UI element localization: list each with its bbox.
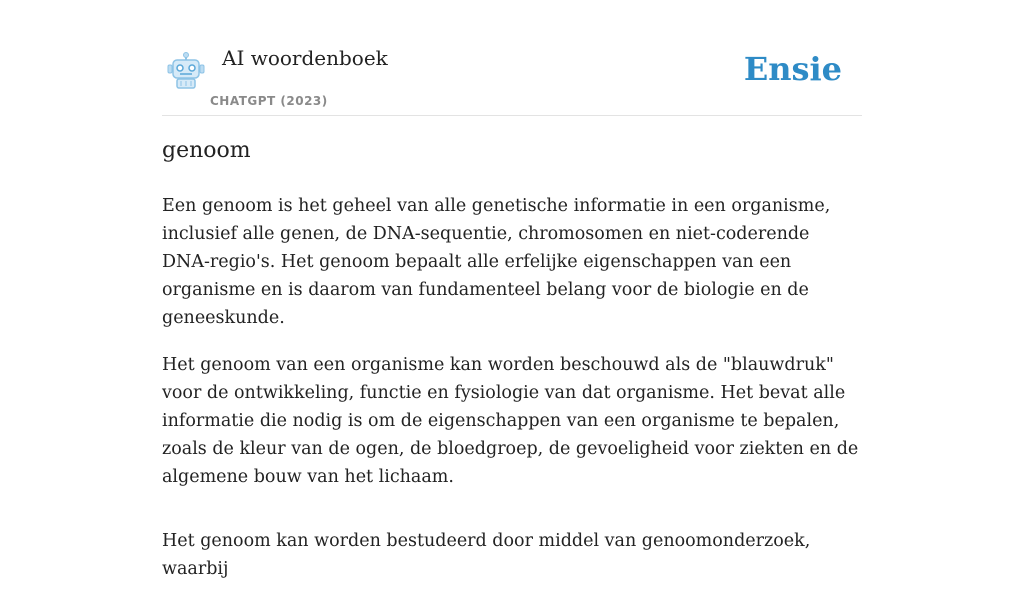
entry-term: genoom — [162, 138, 251, 163]
source-title[interactable]: AI woordenboek — [222, 46, 388, 70]
robot-icon — [166, 52, 206, 90]
definition-paragraph: Het genoom van een organisme kan worden beschouwd als de "blauwdruk" voor de ontwikkeling, functie en fysiologie van dat organisme. Het bevat alle informatie die nodig is om de eigenschappen van een organisme te bepalen, zoals de kleur van de ogen, de bloedgroep, de gevoeligheid voor ziekten en de algemene bouw van het lichaam. — [162, 355, 859, 487]
entry-body — [162, 192, 862, 602]
source-meta: CHATGPT (2023) — [210, 94, 328, 108]
brand-logo[interactable]: Ensie — [743, 50, 842, 88]
definition-paragraph: Het genoom kan worden bestudeerd door middel van genoomonderzoek, waarbij — [162, 531, 811, 579]
source-header — [162, 40, 862, 116]
definition-paragraph: Een genoom is het geheel van alle genetische informatie in een organisme, inclusief alle genen, de DNA-sequentie, chromosomen en niet-coderende DNA-regio's. Het genoom bepaalt alle erfelijke eigenschappen van een organisme en is daarom van fundamenteel belang voor de biologie en de geneeskunde. — [162, 196, 831, 328]
